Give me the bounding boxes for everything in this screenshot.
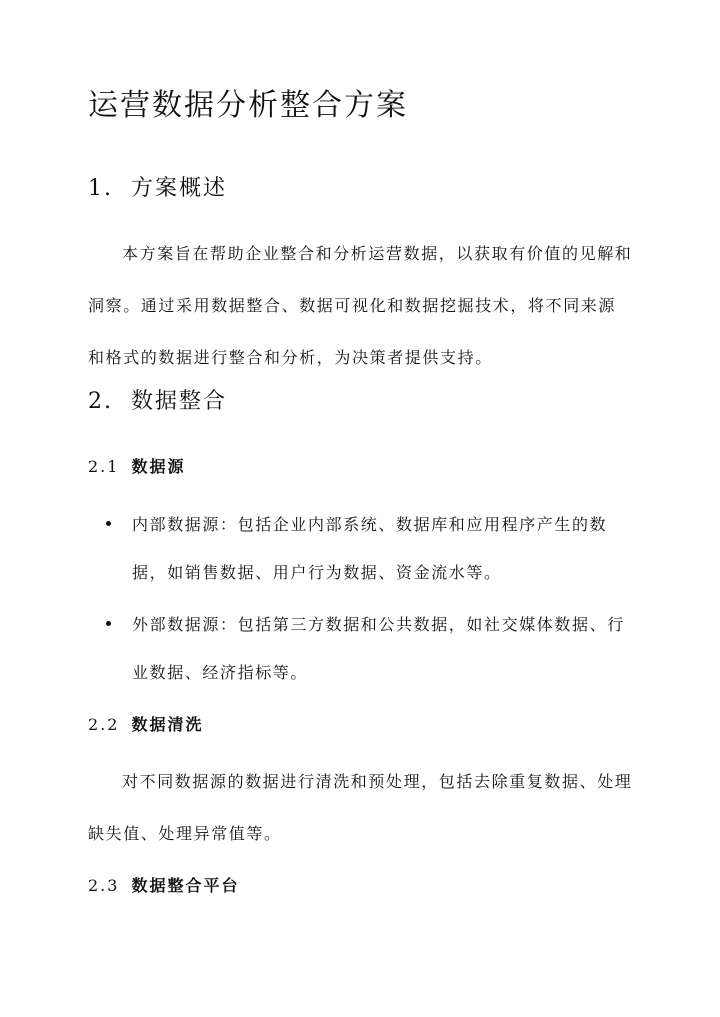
subsection-number: 2.1 [88,457,120,476]
data-cleaning-paragraph: 对不同数据源的数据进行清洗和预处理，包括去除重复数据、处理缺失值、处理异常值等。 [88,772,633,843]
section-heading-overview [88,174,227,204]
bullet-text: 内部数据源：包括企业内部系统、数据库和应用程序产生的数据，如销售数据、用户行为数据、资金流水等。 [132,515,608,582]
subsection-number: 2.2 [88,715,120,734]
section-title: 方案概述 [131,176,228,201]
subsection-heading-integration-platform [88,874,239,898]
subsection-title: 数据源 [131,457,186,476]
section-number: 1. [88,176,113,201]
subsection-number: 2.3 [88,876,120,895]
section-title: 数据整合 [131,389,228,414]
overview-paragraph: 本方案旨在帮助企业整合和分析运营数据，以获取有价值的见解和洞察。通过采用数据整合、数据可视化和数据挖掘技术，将不同来源和格式的数据进行整合和分析，为决策者提供支持。 [88,244,633,367]
document-title: 运营数据分析整合方案 [88,88,408,123]
subsection-title: 数据清洗 [131,715,204,734]
subsection-title: 数据整合平台 [131,876,240,895]
bullet-external-sources [108,601,628,697]
section-heading-data-integration [88,387,227,417]
bullet-dot-icon [106,621,111,626]
bullet-text: 外部数据源：包括第三方数据和公共数据，如社交媒体数据、行业数据、经济指标等。 [132,615,625,682]
subsection-heading-data-cleaning [88,713,203,737]
bullet-dot-icon [106,521,111,526]
subsection-heading-data-sources [88,455,185,479]
bullet-internal-sources [108,501,628,597]
section-number: 2. [88,389,113,414]
